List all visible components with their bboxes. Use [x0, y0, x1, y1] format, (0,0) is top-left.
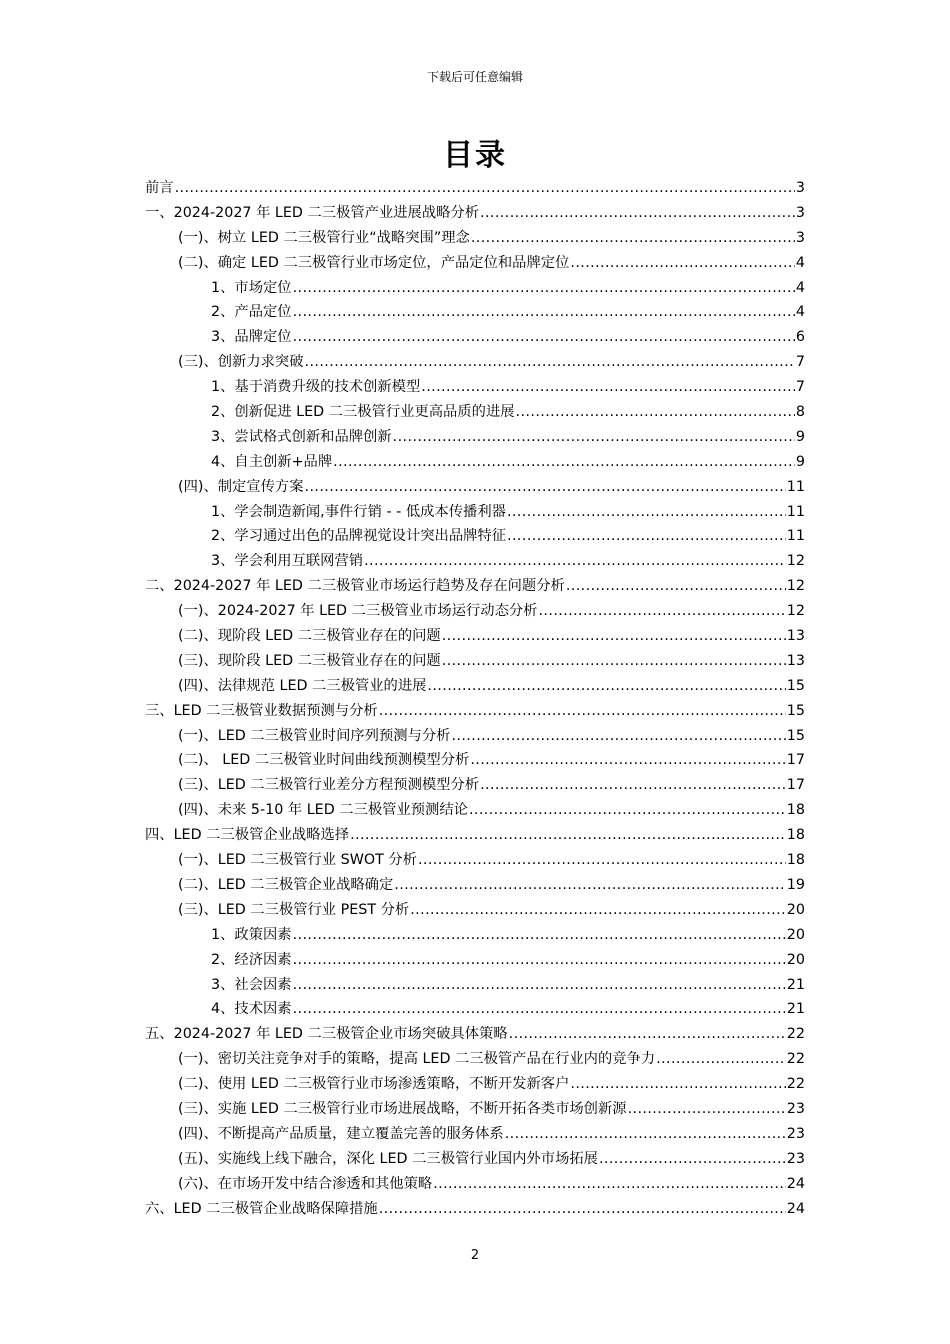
toc-entry-page: 22	[786, 1051, 805, 1068]
toc-entry[interactable]	[145, 450, 805, 475]
toc-entry-text: 二、2024-2027 年 LED 二三极管业市场运行趋势及存在问题分析	[145, 578, 565, 595]
toc-entry-page: 17	[786, 752, 805, 769]
toc-entry-page: 18	[786, 827, 805, 844]
toc-entry-page: 3	[795, 204, 805, 221]
toc-dot-leader	[293, 948, 786, 973]
toc-entry-text: 3、学会利用互联网营销	[211, 553, 364, 570]
toc-dot-leader	[333, 450, 795, 475]
toc-entry[interactable]	[145, 375, 805, 400]
toc-entry-page: 11	[786, 503, 805, 520]
toc-entry-text: (三)、LED 二三极管行业 PEST 分析	[178, 901, 410, 918]
toc-entry[interactable]	[145, 773, 805, 798]
toc-entry-text: 3、社会因素	[211, 976, 292, 993]
toc-entry[interactable]	[145, 524, 805, 549]
toc-dot-leader	[364, 549, 786, 574]
toc-entry[interactable]	[145, 1172, 805, 1197]
toc-entry-page: 20	[786, 901, 805, 918]
toc-entry-page: 21	[786, 1001, 805, 1018]
toc-entry-text: 2、经济因素	[211, 951, 292, 968]
toc-entry-text: (二)、使用 LED 二三极管行业市场渗透策略，不断开发新客户	[178, 1076, 570, 1093]
toc-dot-leader	[379, 699, 786, 724]
toc-entry-page: 22	[786, 1076, 805, 1093]
toc-entry-text: 四、LED 二三极管企业战略选择	[145, 827, 350, 844]
toc-entry-text: 2、创新促进 LED 二三极管行业更高品质的进展	[211, 404, 515, 421]
toc-entry-text: (一)、密切关注竞争对手的策略，提高 LED 二三极管产品在行业内的竞争力	[178, 1051, 656, 1068]
toc-entry[interactable]	[145, 425, 805, 450]
toc-entry-page: 23	[786, 1100, 805, 1117]
toc-entry[interactable]	[145, 251, 805, 276]
toc-dot-leader	[570, 1072, 785, 1097]
toc-entry[interactable]	[145, 276, 805, 301]
toc-entry-page: 15	[786, 727, 805, 744]
toc-dot-leader	[628, 1097, 786, 1122]
toc-entry-page: 22	[786, 1026, 805, 1043]
toc-entry-page: 15	[786, 677, 805, 694]
toc-entry-text: (三)、创新力求突破	[178, 354, 304, 371]
toc-entry[interactable]	[145, 1097, 805, 1122]
toc-entry[interactable]	[145, 350, 805, 375]
toc-entry-text: (一)、LED 二三极管业时间序列预测与分析	[178, 727, 451, 744]
toc-entry[interactable]	[145, 1147, 805, 1172]
toc-entry-page: 24	[786, 1200, 805, 1217]
toc-entry[interactable]	[145, 898, 805, 923]
toc-entry-page: 12	[786, 553, 805, 570]
toc-entry-text: (二)、LED 二三极管企业战略确定	[178, 876, 394, 893]
toc-entry[interactable]	[145, 699, 805, 724]
toc-entry-text: (五)、实施线上线下融合，深化 LED 二三极管行业国内外市场拓展	[178, 1150, 598, 1167]
toc-dot-leader	[379, 1197, 786, 1222]
toc-dot-leader	[305, 350, 795, 375]
toc-entry[interactable]	[145, 823, 805, 848]
page-header: 下载后可任意编辑	[426, 70, 523, 84]
toc-entry[interactable]	[145, 948, 805, 973]
toc-entry[interactable]	[145, 1022, 805, 1047]
toc-dot-leader	[570, 251, 795, 276]
toc-entry-text: 2、产品定位	[211, 304, 292, 321]
toc-entry-page: 20	[786, 951, 805, 968]
toc-entry[interactable]	[145, 748, 805, 773]
toc-dot-leader	[509, 1022, 786, 1047]
toc-entry-page: 3	[795, 180, 805, 196]
toc-entry-page: 4	[795, 304, 805, 321]
page-number: 2	[470, 1248, 480, 1263]
toc-entry-text: 3、品牌定位	[211, 329, 292, 346]
toc-entry-text: 4、技术因素	[211, 1001, 292, 1018]
toc-entry-text: 一、2024-2027 年 LED 二三极管产业进展战略分析	[145, 204, 480, 221]
toc-entry[interactable]	[145, 1197, 805, 1222]
toc-dot-leader	[507, 524, 786, 549]
toc-entry-text: 1、政策因素	[211, 926, 292, 943]
toc-entry-page: 8	[795, 404, 805, 421]
toc-entry-page: 11	[786, 528, 805, 545]
toc-entry[interactable]	[145, 973, 805, 998]
toc-entry[interactable]	[145, 724, 805, 749]
toc-entry-page: 3	[795, 229, 805, 246]
toc-entry-page: 13	[786, 652, 805, 669]
toc-dot-leader	[293, 973, 786, 998]
toc-dot-leader	[470, 748, 785, 773]
toc-entry-text: (一)、树立 LED 二三极管行业“战略突围”理念	[178, 229, 470, 246]
toc-entry[interactable]	[145, 201, 805, 226]
toc-entry-text: (三)、实施 LED 二三极管行业市场进展战略，不断开拓各类市场创新源	[178, 1100, 627, 1117]
toc-entry-page: 11	[786, 478, 805, 495]
toc-entry[interactable]	[145, 649, 805, 674]
toc-entry-text: (二)、 LED 二三极管业时间曲线预测模型分析	[178, 752, 470, 769]
toc-entry-text: 4、自主创新+品牌	[211, 453, 333, 470]
toc-entry-page: 17	[786, 777, 805, 794]
toc-entry-text: (四)、制定宣传方案	[178, 478, 304, 495]
toc-entry[interactable]	[145, 624, 805, 649]
toc-entry-page: 4	[795, 279, 805, 296]
toc-entry-page: 20	[786, 926, 805, 943]
toc-entry-text: (二)、确定 LED 二三极管行业市场定位，产品定位和品牌定位	[178, 254, 570, 271]
toc-entry[interactable]	[145, 226, 805, 251]
toc-entry-text: 三、LED 二三极管业数据预测与分析	[145, 702, 378, 719]
toc-entry[interactable]	[145, 475, 805, 500]
toc-entry-text: 六、LED 二三极管企业战略保障措施	[145, 1200, 378, 1217]
toc-dot-leader	[293, 276, 795, 301]
toc-entry[interactable]	[145, 500, 805, 525]
toc-entry[interactable]	[145, 1047, 805, 1072]
toc-dot-leader	[471, 226, 795, 251]
toc-entry-page: 9	[795, 428, 805, 445]
toc-entry[interactable]	[145, 1122, 805, 1147]
toc-entry-text: 1、市场定位	[211, 279, 292, 296]
toc-entry-page: 21	[786, 976, 805, 993]
toc-entry-page: 19	[786, 876, 805, 893]
toc-entry-page: 23	[786, 1150, 805, 1167]
toc-dot-leader	[469, 798, 786, 823]
toc-entry[interactable]	[145, 176, 805, 201]
toc-dot-leader	[293, 923, 786, 948]
toc-entry-text: (四)、不断提高产品质量，建立覆盖完善的服务体系	[178, 1125, 504, 1142]
toc-dot-leader	[175, 176, 795, 201]
toc-entry[interactable]	[145, 574, 805, 599]
toc-entry[interactable]	[145, 923, 805, 948]
toc-entry-text: 1、学会制造新闻,事件行销 - - 低成本传播利器	[211, 503, 506, 520]
toc-entry-text: 2、学习通过出色的品牌视觉设计突出品牌特征	[211, 528, 507, 545]
table-of-contents	[145, 176, 805, 1221]
toc-entry-text: 1、基于消费升级的技术创新模型	[211, 379, 421, 396]
toc-entry-page: 18	[786, 852, 805, 869]
toc-entry-text: (四)、未来 5-10 年 LED 二三极管业预测结论	[178, 802, 468, 819]
toc-dot-leader	[442, 624, 786, 649]
toc-entry-page: 12	[786, 578, 805, 595]
toc-entry[interactable]	[145, 1072, 805, 1097]
toc-entry[interactable]	[145, 848, 805, 873]
toc-dot-leader	[538, 599, 785, 624]
toc-entry-page: 24	[786, 1175, 805, 1192]
toc-dot-leader	[505, 1122, 786, 1147]
toc-entry-page: 7	[795, 354, 805, 371]
toc-dot-leader	[480, 773, 786, 798]
toc-entry[interactable]	[145, 997, 805, 1022]
toc-entry[interactable]	[145, 325, 805, 350]
toc-dot-leader	[350, 823, 786, 848]
toc-dot-leader	[656, 1047, 786, 1072]
toc-entry-text: 3、尝试格式创新和品牌创新	[211, 428, 392, 445]
toc-dot-leader	[305, 475, 786, 500]
toc-entry-text: (三)、现阶段 LED 二三极管业存在的问题	[178, 652, 441, 669]
toc-entry-text: (四)、法律规范 LED 二三极管业的进展	[178, 677, 427, 694]
toc-dot-leader	[427, 674, 785, 699]
toc-dot-leader	[516, 400, 795, 425]
toc-dot-leader	[393, 425, 795, 450]
toc-dot-leader	[293, 325, 795, 350]
toc-dot-leader	[293, 300, 795, 325]
toc-entry[interactable]	[145, 873, 805, 898]
toc-dot-leader	[442, 649, 786, 674]
toc-entry[interactable]	[145, 674, 805, 699]
toc-dot-leader	[451, 724, 785, 749]
toc-dot-leader	[507, 500, 786, 525]
toc-entry-text: (六)、在市场开发中结合渗透和其他策略	[178, 1175, 433, 1192]
toc-dot-leader	[480, 201, 795, 226]
toc-entry-page: 15	[786, 702, 805, 719]
toc-entry-text: 五、2024-2027 年 LED 二三极管企业市场突破具体策略	[145, 1026, 508, 1043]
toc-entry-page: 7	[795, 379, 805, 396]
toc-entry-text: (一)、LED 二三极管行业 SWOT 分析	[178, 852, 417, 869]
toc-entry-page: 4	[795, 254, 805, 271]
toc-entry-page: 9	[795, 453, 805, 470]
toc-dot-leader	[418, 848, 786, 873]
toc-dot-leader	[293, 997, 786, 1022]
toc-dot-leader	[394, 873, 786, 898]
toc-entry-page: 18	[786, 802, 805, 819]
toc-dot-leader	[421, 375, 795, 400]
toc-title: 目录	[443, 138, 507, 173]
toc-entry-text: (二)、现阶段 LED 二三极管业存在的问题	[178, 628, 441, 645]
toc-dot-leader	[599, 1147, 786, 1172]
toc-entry[interactable]	[145, 300, 805, 325]
toc-dot-leader	[566, 574, 786, 599]
toc-entry[interactable]	[145, 798, 805, 823]
toc-entry-text: 前言	[145, 180, 174, 196]
toc-entry-page: 6	[795, 329, 805, 346]
toc-entry[interactable]	[145, 549, 805, 574]
toc-entry-text: (一)、2024-2027 年 LED 二三极管业市场运行动态分析	[178, 603, 538, 620]
toc-entry-page: 23	[786, 1125, 805, 1142]
toc-dot-leader	[410, 898, 786, 923]
toc-entry[interactable]	[145, 400, 805, 425]
toc-entry-page: 12	[786, 603, 805, 620]
toc-entry-text: (三)、LED 二三极管行业差分方程预测模型分析	[178, 777, 480, 794]
toc-dot-leader	[433, 1172, 786, 1197]
toc-entry[interactable]	[145, 599, 805, 624]
toc-entry-page: 13	[786, 628, 805, 645]
